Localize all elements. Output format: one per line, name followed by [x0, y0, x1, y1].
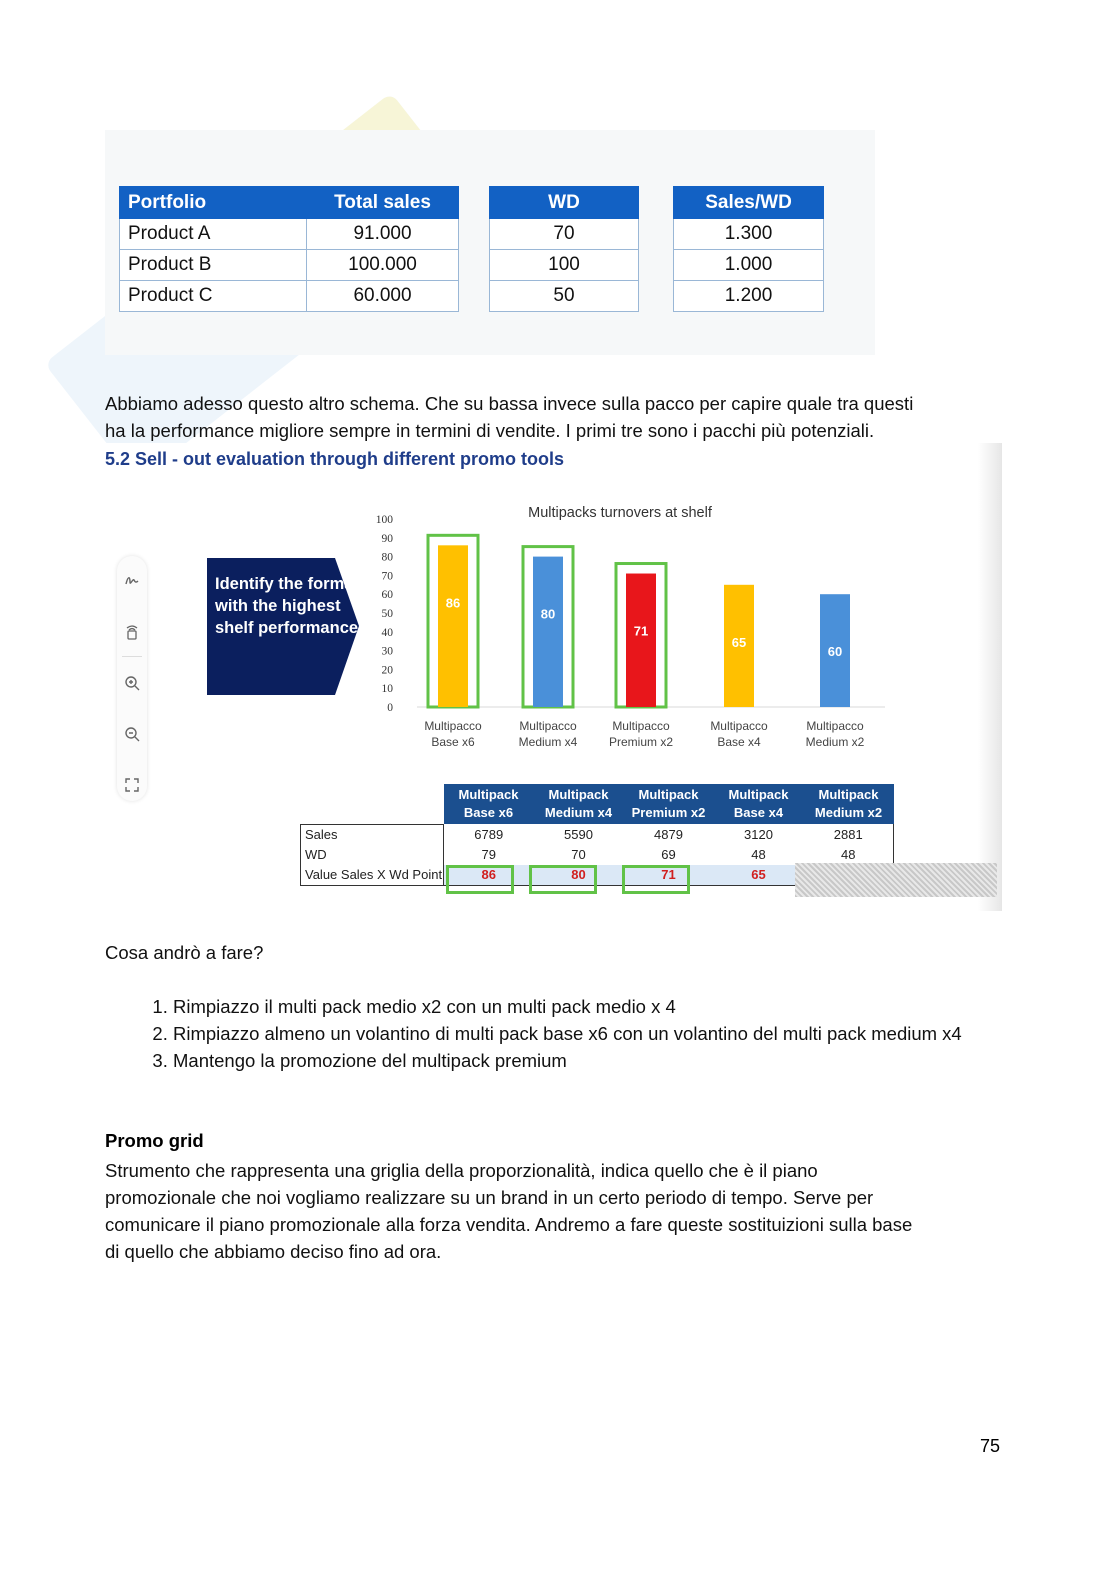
header-line-2: Base x6	[463, 805, 514, 820]
header-line-1: Multipack	[458, 787, 519, 802]
cell: 48	[804, 845, 894, 865]
col-header-portfolio: Portfolio	[120, 187, 307, 219]
cell: 4879	[654, 826, 683, 842]
cell: 48	[751, 847, 766, 862]
table-row-sales	[301, 824, 894, 845]
product-name: Product A	[120, 219, 307, 250]
x-tick-label: Premium x2	[608, 735, 674, 749]
header-line-1: Multipack	[548, 787, 609, 802]
data-label: 80	[540, 606, 556, 622]
y-tick-label: 50	[381, 608, 393, 620]
table-row	[120, 281, 459, 312]
cell: 6789	[474, 826, 504, 842]
text-line: ha la performance migliore sempre in termini di vendite. I primi tre sono i pacchi più potenziali.	[105, 420, 875, 441]
y-tick-label: 90	[381, 532, 393, 545]
data-label: 60	[827, 644, 843, 660]
section-heading: Promo grid	[105, 1130, 204, 1151]
callout-text: Identify the format with the highest shelf performance	[215, 575, 359, 637]
chart-title: Multipacks turnovers at shelf	[528, 505, 712, 521]
text-line: Strumento che rappresenta una griglia della proporzionalità, indica quello che è il piano	[105, 1160, 818, 1181]
cell: 70	[571, 847, 586, 862]
sales-wd-value: 1.300	[674, 219, 824, 250]
col-header-total-sales: Total sales	[307, 187, 459, 219]
y-tick-label: 20	[381, 664, 393, 677]
table-corner	[301, 784, 444, 824]
table-highlight-box	[446, 865, 514, 894]
x-tick-label: Base x4	[717, 735, 761, 749]
cell: 5590	[564, 826, 593, 842]
total-sales-value: 100.000	[307, 250, 459, 281]
bar	[438, 545, 468, 707]
question-text: Cosa andrò a fare?	[105, 942, 264, 963]
header-line-1: Multipack	[638, 787, 699, 802]
x-tick-label: Medium x2	[805, 735, 865, 749]
y-tick-label: 70	[381, 570, 393, 583]
y-tick-label: 100	[375, 514, 393, 526]
header-line-2: Base x4	[733, 805, 784, 820]
bar	[533, 557, 563, 707]
intro-paragraph	[105, 390, 913, 444]
col-header-sales-wd: Sales/WD	[674, 187, 824, 219]
x-tick-label: Multipacco	[710, 719, 768, 733]
text-line: promozionale che noi vogliamo realizzare su un brand in un certo periodo di tempo. Serve per	[105, 1187, 874, 1208]
wd-value: 100	[490, 250, 639, 281]
promo-evaluation-slide	[105, 443, 1002, 911]
cell: 2881	[804, 824, 894, 845]
list-item: 2. Rimpiazzo almeno un volantino di multi pack base x6 con un volantino del multi pack medium x4	[173, 1020, 1013, 1047]
col-header	[534, 784, 624, 824]
row-label: WD	[301, 845, 444, 865]
text-line: di quello che abbiamo deciso fino ad ora.	[105, 1241, 442, 1262]
table-row	[120, 250, 459, 281]
x-tick-label: Base x6	[431, 735, 475, 749]
x-tick-label: Multipacco	[806, 719, 864, 733]
wd-value: 70	[490, 219, 639, 250]
product-name: Product B	[120, 250, 307, 281]
sales-wd-table	[673, 186, 824, 312]
wd-table	[489, 186, 639, 312]
sales-wd-value: 1.200	[674, 281, 824, 312]
y-tick-label: 80	[381, 551, 393, 564]
table-highlight-box	[529, 865, 597, 894]
table-row-wd	[301, 845, 894, 865]
table-highlight-box	[622, 865, 690, 894]
cell: 3120	[744, 826, 773, 842]
promo-grid-paragraph	[105, 1157, 912, 1265]
cell: 80	[534, 865, 624, 886]
x-tick-label: Multipacco	[612, 719, 670, 733]
page-number: 75	[980, 1436, 1001, 1456]
portfolio-table	[119, 186, 459, 312]
x-tick-label: Multipacco	[519, 719, 577, 733]
x-tick-label: Medium x4	[518, 735, 578, 749]
wd-value: 50	[490, 281, 639, 312]
header-line-2: Medium x2	[814, 805, 883, 820]
col-header	[804, 784, 894, 824]
header-line-2: Premium x2	[631, 805, 706, 820]
list-item: 3. Mantengo la promozione del multipack premium	[173, 1047, 1013, 1074]
product-name: Product C	[120, 281, 307, 312]
cell: 79	[481, 847, 496, 862]
y-tick-label: 60	[381, 589, 393, 602]
data-label: 65	[731, 634, 747, 650]
bar	[626, 574, 656, 707]
x-tick-label: Multipacco	[424, 719, 482, 733]
text-line: comunicare il piano promozionale alla forza vendita. Andremo a fare queste sostituizioni sulla base	[105, 1214, 913, 1235]
cell: 69	[661, 847, 676, 862]
cell: 65	[714, 865, 804, 886]
row-label: Value Sales X Wd Point	[301, 865, 444, 886]
total-sales-value: 91.000	[307, 219, 459, 250]
steps-list	[105, 993, 1013, 1074]
col-header	[444, 784, 534, 824]
header-line-1: Multipack	[728, 787, 789, 802]
sales-wd-value: 1.000	[674, 250, 824, 281]
y-tick-label: 10	[381, 683, 393, 696]
redaction-pattern	[795, 863, 997, 897]
header-line-1: Multipack	[818, 787, 879, 802]
cell: 86	[444, 865, 534, 886]
list-item: 1. Rimpiazzo il multi pack medio x2 con un multi pack medio x 4	[173, 993, 1013, 1020]
y-tick-label: 40	[381, 626, 393, 639]
table-row	[120, 219, 459, 250]
header-line-2: Medium x4	[544, 805, 613, 820]
text-line: Abbiamo adesso questo altro schema. Che su bassa invece sulla pacco per capire quale tra questi	[105, 393, 914, 414]
y-tick-label: 0	[387, 702, 393, 714]
col-header	[714, 784, 804, 824]
col-header	[624, 784, 714, 824]
col-header-wd: WD	[490, 187, 639, 219]
slide-title: 5.2 Sell - out evaluation through different promo tools	[105, 449, 565, 469]
sales-tables-slide	[105, 130, 875, 355]
cell: 71	[624, 865, 714, 886]
y-tick-label: 30	[381, 645, 393, 658]
data-label: 86	[445, 595, 461, 611]
row-label: Sales	[301, 824, 444, 845]
data-label: 71	[633, 623, 649, 639]
total-sales-value: 60.000	[307, 281, 459, 312]
